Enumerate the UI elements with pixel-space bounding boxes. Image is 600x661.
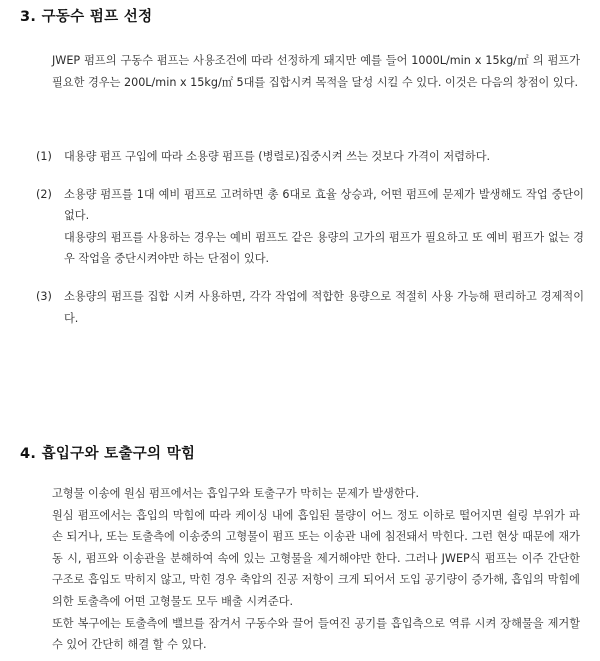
section-4-body: [52, 483, 580, 656]
list-item-marker: (2): [36, 187, 52, 201]
list-item-paragraph: 대용량 펌프 구입에 따라 소용량 펌프를 (병렬로)집중시켜 쓰는 것보다 가격이 저렴하다.: [64, 150, 491, 163]
list-item: [36, 146, 584, 168]
section-3-numbered-list: [36, 146, 584, 345]
section-heading-3: [20, 5, 152, 26]
section-4-number: 4.: [20, 446, 37, 462]
list-item-body: [64, 146, 584, 168]
list-item-body: [64, 184, 584, 270]
list-item-body: [64, 286, 584, 329]
section-4-title: 흡입구와 토출구의 막힘: [41, 446, 196, 462]
section-3-intro-text: JWEP 펌프의 구동수 펌프는 사용조건에 따라 선정하게 돼지만 예를 들어 1000L/min x 15kg/㎡ 의 펌프가 필요한 경우는 200L/min x 15kg/㎡ 5대를 집합시켜 목적을 달성 시킬 수 있다. 이것은 다음의 창점이 있다.: [52, 54, 580, 89]
list-item: [36, 184, 584, 270]
list-item-marker: (3): [36, 290, 52, 304]
list-item-paragraph: 소용량 펌프를 1대 예비 펌프로 고려하면 총 6대로 효율 상승과, 어떤 펌프에 문제가 발생해도 작업 중단이 없다.: [64, 187, 584, 223]
list-item-paragraph: 소용량의 펌프를 집합 시켜 사용하면, 각각 작업에 적합한 용량으로 적절히 사용 가능해 편리하고 경제적이다.: [64, 290, 584, 325]
section-3-title: 구동수 펌프 선정: [41, 9, 153, 25]
section-3-number: 3.: [20, 9, 37, 25]
section-3-intro-paragraph: [52, 50, 580, 93]
list-item-paragraph: 대용량의 펌프를 사용하는 경우는 예비 펌프도 같은 용량의 고가의 펌프가 필요하고 또 예비 펌프가 없는 경우 작업을 중단시켜야만 하는 단점이 있다.: [64, 230, 584, 266]
section-heading-4: [20, 442, 195, 463]
section-4-paragraph: 원심 펌프에서는 흡입의 막힘에 따라 케이싱 내에 흡입된 물량이 어느 정도 이하로 떨어지면 쉴링 부위가 파손 되거나, 또는 토출측에 이송중의 고형물이 펌프 또는 이송관 내에 침전돼서 막힌다. 그런 현상 때문에 재가동 시, 펌프와 이송관을 분해하여 속에 있는 고형물을 제거해야만 한다. 그러나 JWEP식 펌프는 이주 간단한 구조로 흡입도 막히지 않고, 막힌 경우 축압의 진공 저항이 크게 되어서 도입 공기량이 증가해, 흡입의 막힘에 의한 토출측에 어떤 고형물도 모두 배출 시켜준다.: [52, 508, 580, 609]
list-item: [36, 286, 584, 329]
section-4-paragraph: 또한 복구에는 토출측에 밸브를 잠겨서 구동수와 끌어 들여진 공기를 흡입측으로 역류 시켜 장해물을 제거할 수 있어 간단히 해결 할 수 있다.: [52, 616, 580, 652]
list-item-marker: (1): [36, 150, 52, 163]
section-4-paragraph: 고형물 이송에 원심 펌프에서는 흡입구와 토출구가 막히는 문제가 발생한다.: [52, 487, 420, 500]
